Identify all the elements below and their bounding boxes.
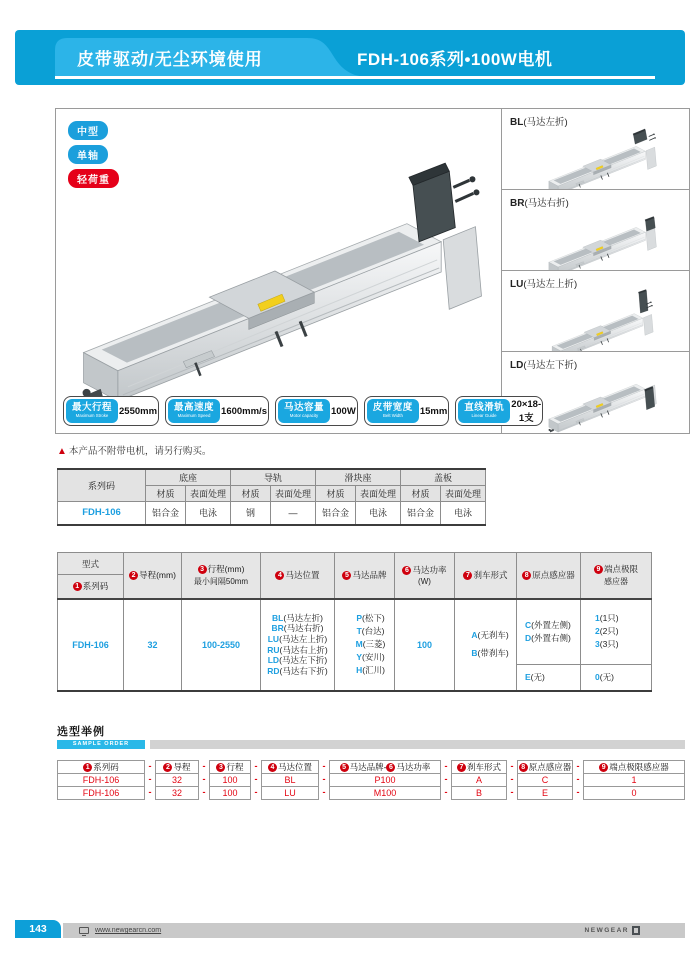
sample-value-cell: 1 xyxy=(583,773,685,787)
col-series: 型式 1 系列码 xyxy=(58,553,124,599)
badge-linear-guide: 直线滑轨 Linear Guide 20×18-1支 xyxy=(455,396,543,426)
page-number: 143 xyxy=(15,920,61,938)
badge-value: 1600mm/s xyxy=(221,405,267,417)
cell-brakes: A(无刹车) B(带刹车) xyxy=(455,599,517,691)
cell-series: FDH-106 xyxy=(58,599,124,691)
col-origin-sensor: 8 原点感应器 xyxy=(517,553,581,599)
sample-column xyxy=(57,760,145,800)
sample-column xyxy=(155,760,199,800)
variant-image xyxy=(517,127,689,190)
sample-order-table xyxy=(57,760,685,800)
sample-dash: - - - xyxy=(202,761,206,797)
sample-col-header: 7 刹车形式 xyxy=(451,760,507,774)
sample-dash: - - - xyxy=(254,761,258,797)
cell-limit-sensor: 1(1只) 2(2只) 3(3只) 0(无) xyxy=(581,599,652,691)
product-tags xyxy=(68,121,119,193)
cell-lead: 32 xyxy=(124,599,182,691)
sample-column xyxy=(261,760,319,800)
sample-value-cell: P100 xyxy=(329,773,441,787)
sample-value-cell: M100 xyxy=(329,786,441,800)
product-image-box xyxy=(55,108,690,434)
sample-value-cell: LU xyxy=(261,786,319,800)
sample-dash: - - - xyxy=(322,761,326,797)
badge-value: 20×18-1支 xyxy=(511,398,542,424)
col-motor-brand: 5 马达品牌 xyxy=(335,553,395,599)
tag-size: 中型 xyxy=(68,121,108,140)
sample-dash: - - - xyxy=(576,761,580,797)
footer-bar xyxy=(63,923,685,938)
header-title-left: 皮带驱动/无尘环境使用 xyxy=(77,50,263,69)
variant-image xyxy=(517,289,689,352)
product-image xyxy=(58,137,500,409)
badge-max-speed: 最高速度 Maximum Speed 1600mm/s xyxy=(165,396,269,426)
sample-col-header: 8 原点感应器 xyxy=(517,760,573,774)
tag-axis: 单轴 xyxy=(68,145,108,164)
cell-origin-sensor: C(外置左侧) D(外置右侧) E(无) xyxy=(517,599,581,691)
col-motor-power: 6 马达功率 (W) xyxy=(395,553,455,599)
variant-cell-bl xyxy=(502,109,689,190)
sample-col-header: 9 端点极限感应器 xyxy=(583,760,685,774)
sample-value-cell: 32 xyxy=(155,773,199,787)
variant-cell-br xyxy=(502,190,689,271)
website-link[interactable]: www.newgearcn.com xyxy=(95,927,162,934)
sample-col-header: 3 行程 xyxy=(209,760,251,774)
sample-value-cell: E xyxy=(517,786,573,800)
variant-label: LU(马达左上折) xyxy=(510,279,578,290)
cell-power: 100 xyxy=(395,599,455,691)
sample-value-cell: BL xyxy=(261,773,319,787)
sample-value-cell: 0 xyxy=(583,786,685,800)
sample-value-cell: FDH-106 xyxy=(57,773,145,787)
sample-column xyxy=(329,760,441,800)
badge-value: 100W xyxy=(330,405,356,417)
sample-value-cell: 32 xyxy=(155,786,199,800)
sample-col-header: 4 马达位置 xyxy=(261,760,319,774)
sample-dash: - - - xyxy=(148,761,152,797)
model-table xyxy=(57,552,652,692)
sample-order-title: 选型举例 xyxy=(57,726,105,738)
variant-cell-lu xyxy=(502,271,689,352)
col-limit-sensor: 9 端点极限 感应器 xyxy=(581,553,652,599)
motor-note: ▲﻿本产品不附带电机，请另行购买。 xyxy=(57,446,212,457)
cell-motor-positions: BL(马达左折) BR(马达右折) LU(马达左上折) RU(马达右上折) LD(马达左下折) RD(马达右下折) xyxy=(261,599,335,691)
sample-column xyxy=(209,760,251,800)
sample-column xyxy=(451,760,507,800)
sample-value-cell: 100 xyxy=(209,773,251,787)
brand-name: NEWGEAR xyxy=(584,927,629,934)
materials-table: 系列码 底座 导轨 滑块座 盖板 材质 表面处理 材质 表面处理 材质 表面处理 材质 表面处理 FDH-106 铝合金 电泳 钢 — 铝合金 电泳 铝合金 电泳 xyxy=(57,468,486,526)
badge-value: 15mm xyxy=(419,405,448,417)
sample-dash: - - - xyxy=(444,761,448,797)
materials-group-rail: 导轨 xyxy=(231,469,316,485)
sample-dash: - - - xyxy=(510,761,514,797)
footer-brand xyxy=(585,926,640,935)
sample-value-cell: B xyxy=(451,786,507,800)
sample-value-cell: 100 xyxy=(209,786,251,800)
sample-order-rule xyxy=(150,740,685,749)
cell-motor-brands: P(松下) T(台达) M(三菱) Y(安川) H(汇川) xyxy=(335,599,395,691)
sample-column xyxy=(517,760,573,800)
sample-col-header: 2 导程 xyxy=(155,760,199,774)
sample-column xyxy=(583,760,685,800)
variant-panel xyxy=(501,109,689,433)
badge-value: 2550mm xyxy=(119,405,158,417)
variant-image xyxy=(517,208,689,271)
spec-badges xyxy=(63,396,542,426)
variant-label: BR(马达右折) xyxy=(510,198,569,209)
sample-value-cell: A xyxy=(451,773,507,787)
col-motor-position: 4 马达位置 xyxy=(261,553,335,599)
variant-label: LD(马达左下折) xyxy=(510,360,578,371)
col-stroke: 3 行程(mm) 最小间隔50mm xyxy=(182,553,261,599)
sample-col-header: 1 系列码 xyxy=(57,760,145,774)
sample-value-cell: FDH-106 xyxy=(57,786,145,800)
sample-col-header: 5 马达品牌- 6 马达功率 xyxy=(329,760,441,774)
col-lead: 2 导程(mm) xyxy=(124,553,182,599)
sample-value-cell: C xyxy=(517,773,573,787)
newgear-logo-icon xyxy=(632,926,640,935)
materials-series-header: 系列码 xyxy=(58,469,146,501)
badge-belt-width: 皮带宽度 Belt Width 15mm xyxy=(364,396,449,426)
badge-max-stroke: 最大行程 Maximum Stroke 2550mm xyxy=(63,396,159,426)
cell-stroke: 100-2550 xyxy=(182,599,261,691)
badge-motor-capacity: 马达容量 Motor capacity 100W xyxy=(275,396,358,426)
variant-label: BL(马达左折) xyxy=(510,117,568,128)
materials-group-slider: 滑块座 xyxy=(316,469,401,485)
monitor-icon xyxy=(79,927,89,934)
materials-group-cover: 盖板 xyxy=(401,469,486,485)
col-brake: 7 刹车形式 xyxy=(455,553,517,599)
tag-load: 轻荷重 xyxy=(68,169,119,188)
materials-series-value: FDH-106 xyxy=(58,501,146,525)
materials-group-base: 底座 xyxy=(146,469,231,485)
sample-order-badge: SAMPLE ORDER xyxy=(57,740,145,749)
page-header xyxy=(15,30,685,85)
header-title-right: FDH-106系列•100W电机 xyxy=(357,50,553,69)
warning-icon: ▲﻿ xyxy=(57,446,67,457)
